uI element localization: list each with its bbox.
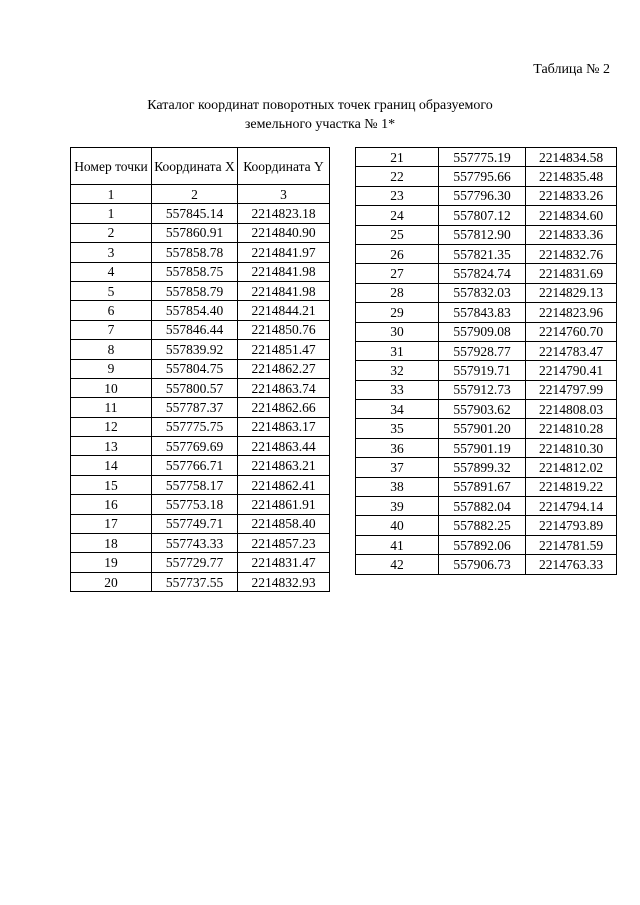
coordinate-y-cell: 2214862.27 xyxy=(238,359,330,378)
coordinate-y-cell: 2214812.02 xyxy=(526,458,617,477)
coordinate-x-cell: 557804.75 xyxy=(152,359,238,378)
coordinate-x-cell: 557775.19 xyxy=(439,148,526,167)
coordinate-x-cell: 557882.25 xyxy=(439,516,526,535)
coordinate-y-cell: 2214783.47 xyxy=(526,341,617,360)
coordinate-y-cell: 2214790.41 xyxy=(526,361,617,380)
coordinate-x-cell: 557796.30 xyxy=(439,186,526,205)
point-number-cell: 40 xyxy=(356,516,439,535)
point-number-cell: 35 xyxy=(356,419,439,438)
table-row xyxy=(356,516,617,535)
point-number-cell: 6 xyxy=(71,301,152,320)
point-number-cell: 8 xyxy=(71,340,152,359)
coordinate-y-cell: 2214863.17 xyxy=(238,417,330,436)
coordinate-x-cell: 557909.08 xyxy=(439,322,526,341)
coordinate-y-cell: 2214808.03 xyxy=(526,400,617,419)
table-row xyxy=(71,243,330,262)
point-number-cell: 21 xyxy=(356,148,439,167)
point-number-cell: 17 xyxy=(71,514,152,533)
coordinate-x-cell: 557901.19 xyxy=(439,438,526,457)
point-number-cell: 9 xyxy=(71,359,152,378)
table-row xyxy=(71,495,330,514)
point-number-cell: 12 xyxy=(71,417,152,436)
right-table-body xyxy=(356,148,617,575)
coordinate-x-cell: 557891.67 xyxy=(439,477,526,496)
table-row xyxy=(71,262,330,281)
coordinate-x-cell: 557928.77 xyxy=(439,341,526,360)
coordinate-y-cell: 2214831.69 xyxy=(526,264,617,283)
table-row xyxy=(356,380,617,399)
point-number-cell: 23 xyxy=(356,186,439,205)
coordinate-y-cell: 2214781.59 xyxy=(526,535,617,554)
table-row xyxy=(356,206,617,225)
coordinate-x-cell: 557729.77 xyxy=(152,553,238,572)
coordinate-y-cell: 2214760.70 xyxy=(526,322,617,341)
coordinate-x-cell: 557892.06 xyxy=(439,535,526,554)
table-row xyxy=(71,417,330,436)
coordinate-y-cell: 2214841.98 xyxy=(238,262,330,281)
point-number-cell: 32 xyxy=(356,361,439,380)
coordinate-x-cell: 557858.78 xyxy=(152,243,238,262)
coordinate-y-cell: 2214850.76 xyxy=(238,320,330,339)
table-row xyxy=(71,301,330,320)
column-number-2: 2 xyxy=(152,185,238,204)
coordinate-x-cell: 557769.69 xyxy=(152,437,238,456)
column-number-1: 1 xyxy=(71,185,152,204)
coordinate-y-cell: 2214834.60 xyxy=(526,206,617,225)
coordinate-y-cell: 2214858.40 xyxy=(238,514,330,533)
point-number-cell: 11 xyxy=(71,398,152,417)
table-row xyxy=(71,398,330,417)
table-row xyxy=(71,223,330,242)
point-number-cell: 27 xyxy=(356,264,439,283)
table-row xyxy=(71,204,330,223)
table-row xyxy=(356,283,617,302)
table-row xyxy=(71,553,330,572)
point-number-cell: 31 xyxy=(356,341,439,360)
coordinate-y-cell: 2214763.33 xyxy=(526,555,617,574)
column-number-3: 3 xyxy=(238,185,330,204)
table-row xyxy=(71,340,330,359)
coordinate-y-cell: 2214844.21 xyxy=(238,301,330,320)
point-number-cell: 30 xyxy=(356,322,439,341)
point-number-cell: 39 xyxy=(356,497,439,516)
header-coordinate-x: Координата X xyxy=(152,148,238,185)
table-row xyxy=(71,359,330,378)
coordinate-y-cell: 2214823.96 xyxy=(526,303,617,322)
coordinate-x-cell: 557906.73 xyxy=(439,555,526,574)
coordinate-x-cell: 557903.62 xyxy=(439,400,526,419)
point-number-cell: 36 xyxy=(356,438,439,457)
table-row xyxy=(356,477,617,496)
point-number-cell: 38 xyxy=(356,477,439,496)
coordinate-x-cell: 557845.14 xyxy=(152,204,238,223)
coordinate-y-cell: 2214794.14 xyxy=(526,497,617,516)
coordinate-x-cell: 557800.57 xyxy=(152,378,238,397)
point-number-cell: 25 xyxy=(356,225,439,244)
table-row xyxy=(71,456,330,475)
coordinates-table-right xyxy=(355,147,617,575)
coordinate-y-cell: 2214834.58 xyxy=(526,148,617,167)
table-row xyxy=(356,167,617,186)
table-row xyxy=(71,437,330,456)
coordinate-y-cell: 2214841.98 xyxy=(238,281,330,300)
table-row xyxy=(356,322,617,341)
coordinate-y-cell: 2214862.41 xyxy=(238,475,330,494)
point-number-cell: 28 xyxy=(356,283,439,302)
table-row xyxy=(356,264,617,283)
coordinate-y-cell: 2214833.26 xyxy=(526,186,617,205)
table-row xyxy=(356,497,617,516)
point-number-cell: 34 xyxy=(356,400,439,419)
point-number-cell: 19 xyxy=(71,553,152,572)
table-row xyxy=(356,361,617,380)
coordinate-y-cell: 2214810.30 xyxy=(526,438,617,457)
coordinate-y-cell: 2214862.66 xyxy=(238,398,330,417)
coordinate-y-cell: 2214863.74 xyxy=(238,378,330,397)
coordinate-x-cell: 557860.91 xyxy=(152,223,238,242)
coordinate-x-cell: 557737.55 xyxy=(152,572,238,591)
table-number-label: Таблица № 2 xyxy=(533,62,610,77)
coordinate-y-cell: 2214861.91 xyxy=(238,495,330,514)
coordinate-x-cell: 557882.04 xyxy=(439,497,526,516)
coordinates-table-left xyxy=(70,147,330,592)
point-number-cell: 3 xyxy=(71,243,152,262)
point-number-cell: 41 xyxy=(356,535,439,554)
coordinate-y-cell: 2214832.76 xyxy=(526,244,617,263)
coordinate-x-cell: 557846.44 xyxy=(152,320,238,339)
coordinate-x-cell: 557749.71 xyxy=(152,514,238,533)
table-row xyxy=(71,534,330,553)
coordinate-y-cell: 2214832.93 xyxy=(238,572,330,591)
table-row xyxy=(356,186,617,205)
coordinate-x-cell: 557821.35 xyxy=(439,244,526,263)
point-number-cell: 16 xyxy=(71,495,152,514)
caption-line-2: земельного участка № 1* xyxy=(244,117,396,132)
coordinate-x-cell: 557899.32 xyxy=(439,458,526,477)
coordinate-y-cell: 2214810.28 xyxy=(526,419,617,438)
point-number-cell: 42 xyxy=(356,555,439,574)
coordinate-y-cell: 2214863.21 xyxy=(238,456,330,475)
header-point-number: Номер точки xyxy=(71,148,152,185)
point-number-cell: 10 xyxy=(71,378,152,397)
coordinate-y-cell: 2214819.22 xyxy=(526,477,617,496)
table-row xyxy=(356,458,617,477)
coordinate-x-cell: 557839.92 xyxy=(152,340,238,359)
point-number-cell: 7 xyxy=(71,320,152,339)
coordinate-x-cell: 557775.75 xyxy=(152,417,238,436)
coordinate-x-cell: 557858.75 xyxy=(152,262,238,281)
point-number-cell: 14 xyxy=(71,456,152,475)
table-row xyxy=(356,303,617,322)
coordinate-x-cell: 557858.79 xyxy=(152,281,238,300)
table-row xyxy=(356,244,617,263)
coordinate-x-cell: 557901.20 xyxy=(439,419,526,438)
table-row xyxy=(356,535,617,554)
point-number-cell: 2 xyxy=(71,223,152,242)
coordinate-y-cell: 2214793.89 xyxy=(526,516,617,535)
header-coordinate-y: Координата Y xyxy=(238,148,330,185)
coordinate-x-cell: 557743.33 xyxy=(152,534,238,553)
coordinate-y-cell: 2214829.13 xyxy=(526,283,617,302)
coordinate-y-cell: 2214835.48 xyxy=(526,167,617,186)
table-row xyxy=(356,341,617,360)
coordinate-y-cell: 2214831.47 xyxy=(238,553,330,572)
coordinate-x-cell: 557795.66 xyxy=(439,167,526,186)
coordinate-y-cell: 2214863.44 xyxy=(238,437,330,456)
header-row xyxy=(71,148,330,185)
table-caption xyxy=(0,96,640,134)
coordinate-x-cell: 557854.40 xyxy=(152,301,238,320)
point-number-cell: 13 xyxy=(71,437,152,456)
point-number-cell: 18 xyxy=(71,534,152,553)
coordinate-x-cell: 557787.37 xyxy=(152,398,238,417)
coordinate-y-cell: 2214797.99 xyxy=(526,380,617,399)
coordinate-x-cell: 557766.71 xyxy=(152,456,238,475)
table-row xyxy=(356,225,617,244)
point-number-cell: 5 xyxy=(71,281,152,300)
point-number-cell: 15 xyxy=(71,475,152,494)
coordinate-x-cell: 557843.83 xyxy=(439,303,526,322)
table-row xyxy=(356,148,617,167)
point-number-cell: 4 xyxy=(71,262,152,281)
table-row xyxy=(356,555,617,574)
coordinate-y-cell: 2214857.23 xyxy=(238,534,330,553)
coordinate-y-cell: 2214841.97 xyxy=(238,243,330,262)
point-number-cell: 1 xyxy=(71,204,152,223)
coordinate-x-cell: 557919.71 xyxy=(439,361,526,380)
coordinate-x-cell: 557812.90 xyxy=(439,225,526,244)
table-row xyxy=(71,475,330,494)
coordinate-y-cell: 2214840.90 xyxy=(238,223,330,242)
table-row xyxy=(71,514,330,533)
table-row xyxy=(356,400,617,419)
coordinate-y-cell: 2214851.47 xyxy=(238,340,330,359)
coordinate-x-cell: 557753.18 xyxy=(152,495,238,514)
coordinate-y-cell: 2214833.36 xyxy=(526,225,617,244)
point-number-cell: 26 xyxy=(356,244,439,263)
table-row xyxy=(71,320,330,339)
coordinate-x-cell: 557832.03 xyxy=(439,283,526,302)
coordinate-x-cell: 557824.74 xyxy=(439,264,526,283)
table-row xyxy=(71,378,330,397)
table-row xyxy=(71,281,330,300)
point-number-cell: 24 xyxy=(356,206,439,225)
table-row xyxy=(71,572,330,591)
point-number-cell: 20 xyxy=(71,572,152,591)
coordinate-x-cell: 557912.73 xyxy=(439,380,526,399)
coordinate-x-cell: 557807.12 xyxy=(439,206,526,225)
point-number-cell: 22 xyxy=(356,167,439,186)
point-number-cell: 37 xyxy=(356,458,439,477)
point-number-cell: 33 xyxy=(356,380,439,399)
point-number-cell: 29 xyxy=(356,303,439,322)
left-table-body xyxy=(71,204,330,592)
coordinate-x-cell: 557758.17 xyxy=(152,475,238,494)
coordinate-y-cell: 2214823.18 xyxy=(238,204,330,223)
caption-line-1: Каталог координат поворотных точек границ образуемого xyxy=(147,98,493,113)
table-row xyxy=(356,438,617,457)
column-number-row xyxy=(71,185,330,204)
table-row xyxy=(356,419,617,438)
